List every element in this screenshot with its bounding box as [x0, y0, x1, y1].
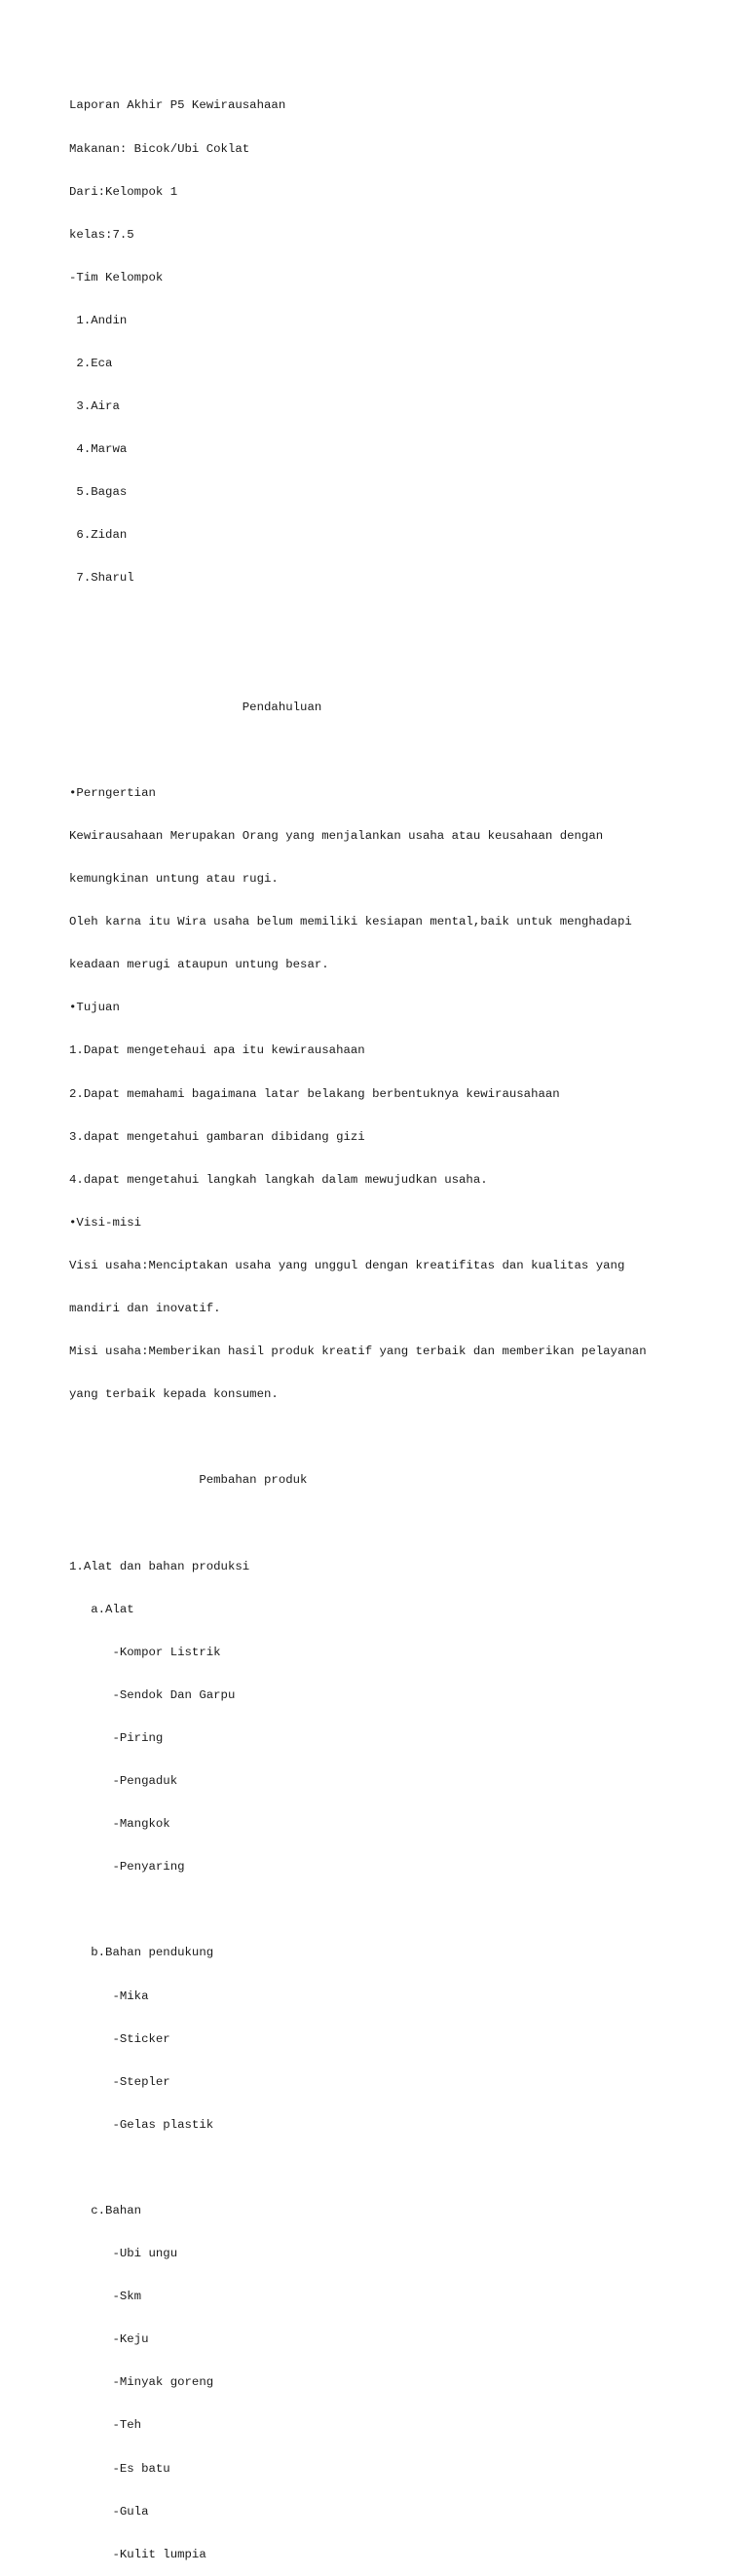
bahan-item: -Keju [69, 2332, 149, 2347]
team-member: 6.Zidan [69, 528, 128, 543]
spacer [69, 1517, 692, 1532]
bahan-pendukung-item: -Mika [69, 1989, 149, 2003]
food-name: Makanan: Bicok/Ubi Coklat [69, 141, 250, 156]
visi-misi-line: mandiri dan inovatif. [69, 1302, 221, 1316]
team-member: 7.Sharul [69, 571, 134, 586]
tujuan-item: 3.dapat mengetahui gambaran dibidang gizi [69, 1129, 365, 1144]
tujuan-item: 1.Dapat mengetehaui apa itu kewirausahaan [69, 1043, 365, 1058]
spacer [69, 1430, 692, 1445]
team-member: 3.Aira [69, 399, 120, 414]
team-member: 5.Bagas [69, 485, 128, 500]
alat-item: -Sendok Dan Garpu [69, 1687, 236, 1702]
bahan-label: c.Bahan [69, 2204, 142, 2217]
pengertian-line: Kewirausahaan Merupakan Orang yang menjalankan usaha atau keusahaan dengan [69, 829, 604, 843]
bahan-item: -Skm [69, 2290, 142, 2304]
bahan-pendukung-label: b.Bahan pendukung [69, 1946, 214, 1960]
bahan-pendukung-item: -Sticker [69, 2031, 170, 2046]
alat-item: -Kompor Listrik [69, 1645, 221, 1659]
document-page [69, 70, 692, 2576]
team-member: 4.Marwa [69, 442, 128, 457]
alat-bahan-label: 1.Alat dan bahan produksi [69, 1559, 250, 1573]
spacer [69, 2161, 692, 2176]
team-member: 1.Andin [69, 313, 128, 327]
alat-label: a.Alat [69, 1602, 134, 1616]
group-name: Dari:Kelompok 1 [69, 184, 178, 199]
bahan-pendukung-item: -Gelas plastik [69, 2117, 214, 2132]
bahan-pendukung-item: -Stepler [69, 2074, 170, 2089]
bahan-item: -Kulit lumpia [69, 2547, 206, 2561]
tujuan-item: 4.dapat mengetahui langkah langkah dalam mewujudkan usaha. [69, 1172, 488, 1187]
visi-misi-label: •Visi-misi [69, 1215, 142, 1230]
report-title: Laporan Akhir P5 Kewirausahaan [69, 98, 286, 113]
bahan-item: -Gula [69, 2504, 149, 2519]
bahan-item: -Es batu [69, 2461, 170, 2476]
alat-item: -Pengaduk [69, 1774, 178, 1789]
tujuan-label: •Tujuan [69, 1001, 120, 1015]
spacer [69, 615, 692, 629]
team-member: 2.Eca [69, 356, 113, 370]
tujuan-item: 2.Dapat memahami bagaimana latar belakang berbentuknya kewirausahaan [69, 1086, 560, 1101]
alat-item: -Mangkok [69, 1817, 170, 1832]
class-name: kelas:7.5 [69, 227, 134, 242]
spacer [69, 1903, 692, 1917]
section-heading-pembahan: Pembahan produk [69, 1473, 308, 1488]
bahan-item: -Ubi ungu [69, 2247, 178, 2261]
bahan-item: -Teh [69, 2418, 142, 2433]
visi-misi-line: Visi usaha:Menciptakan usaha yang unggul dengan kreatifitas dan kualitas yang [69, 1258, 625, 1272]
section-heading-pendahuluan: Pendahuluan [69, 700, 322, 714]
pengertian-line: Oleh karna itu Wira usaha belum memiliki kesiapan mental,baik untuk menghadapi [69, 915, 632, 929]
alat-item: -Penyaring [69, 1860, 185, 1875]
visi-misi-line: yang terbaik kepada konsumen. [69, 1387, 279, 1402]
team-label: -Tim Kelompok [69, 270, 164, 284]
pengertian-line: keadaan merugi ataupun untung besar. [69, 958, 329, 972]
pengertian-line: kemungkinan untung atau rugi. [69, 872, 279, 887]
visi-misi-line: Misi usaha:Memberikan hasil produk kreatif yang terbaik dan memberikan pelayanan [69, 1345, 647, 1359]
pengertian-label: •Perngertian [69, 785, 156, 800]
alat-item: -Piring [69, 1730, 164, 1745]
spacer [69, 658, 692, 672]
bahan-item: -Minyak goreng [69, 2375, 214, 2390]
spacer [69, 743, 692, 758]
